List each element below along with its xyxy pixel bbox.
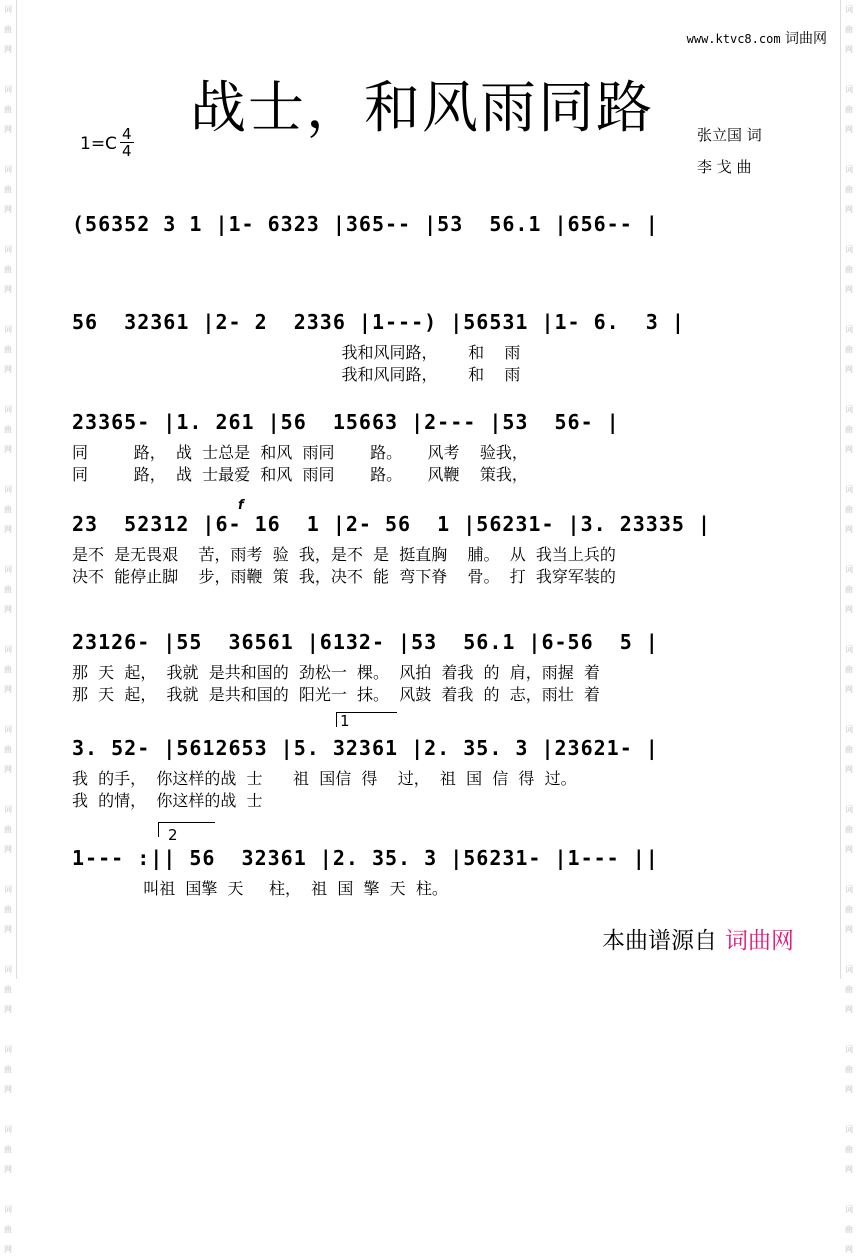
lyric-line: 那 天 起， 我就 是共和国的 劲松一 棵。 风拍 着我 的 肩，雨握 着 xyxy=(72,663,600,682)
volta-1-bracket xyxy=(336,712,397,727)
lyric-line: 那 天 起， 我就 是共和国的 阳光一 抹。 风鼓 着我 的 志，雨壮 着 xyxy=(72,685,600,704)
notation-line: 23126- |55 36561 |6132- |53 56.1 |6-56 5 | xyxy=(72,630,659,654)
footer xyxy=(602,922,794,955)
notation-line: 3. 52- |5612653 |5. 32361 |2. 35. 3 |23621- | xyxy=(72,736,659,760)
lyric-line: 我 的情， 你这样的战 士 xyxy=(72,791,263,810)
footer-text: 本曲谱源自 xyxy=(602,928,717,954)
notation-line: 1--- :|| 56 32361 |2. 35. 3 |56231- |1--- || xyxy=(72,846,659,870)
notation-line: 56 32361 |2- 2 2336 |1---) |56531 |1- 6. 3 | xyxy=(72,310,685,334)
volta-1: 1 xyxy=(340,712,350,730)
side-watermark-right: 词 曲 网 词 曲 网 词 曲 网 词 曲 网 词 曲 网 词 曲 网 词 曲 网 词 曲 网 词 曲 网 词 曲 网 词 曲 网 词 曲 网 词 曲 网 词 曲 网 词 曲 网 词 曲 网 xyxy=(840,0,857,979)
notation-line: 23365- |1. 261 |56 15663 |2--- |53 56- | xyxy=(72,410,620,434)
lyric-line: 我和风同路， 和 雨 xyxy=(72,343,521,362)
lyric-line: 我和风同路， 和 雨 xyxy=(72,365,521,384)
dynamic-mark: f xyxy=(238,498,244,513)
site-header[interactable] xyxy=(687,28,827,48)
notation-line: 23 52312 |6- 16 1 |2- 56 1 |56231- |3. 23335 | xyxy=(72,512,712,536)
footer-brand[interactable]: 词曲网 xyxy=(725,928,794,954)
time-signature: $\frac{4}{4}$ xyxy=(122,125,132,160)
lyricist-credit: 张立国 词 xyxy=(697,126,762,144)
site-name[interactable]: 词曲网 xyxy=(785,31,827,47)
side-watermark-left: 词 曲 网 词 曲 网 词 曲 网 词 曲 网 词 曲 网 词 曲 网 词 曲 网 词 曲 网 词 曲 网 词 曲 网 词 曲 网 词 曲 网 词 曲 网 词 曲 网 词 曲 网 词 曲 网 xyxy=(0,0,17,979)
lyric-line: 叫祖 国擎 天 柱， 祖 国 擎 天 柱。 xyxy=(72,879,448,898)
song-title: 战士，和风雨同路 xyxy=(190,76,654,141)
notation-line: (56352 3 1 |1- 6323 |365-- |53 56.1 |656-- | xyxy=(72,212,659,236)
lyric-line: 是不 是无畏艰 苦，雨考 验 我，是不 是 挺直胸 脯。 从 我当上兵的 xyxy=(72,545,616,564)
composer-credit: 李 戈 曲 xyxy=(697,158,752,176)
lyric-line: 同 路， 战 士最爱 和风 雨同 路。 风鞭 策我， xyxy=(72,465,528,484)
lyric-line: 决不 能停止脚 步，雨鞭 策 我，决不 能 弯下脊 骨。 打 我穿军装的 xyxy=(72,567,616,586)
lyric-line: 同 路， 战 士总是 和风 雨同 路。 风考 验我， xyxy=(72,443,528,462)
lyric-line: 我 的手， 你这样的战 士 祖 国信 得 过， 祖 国 信 得 过。 xyxy=(72,769,577,788)
site-url[interactable]: www.ktvc8.com xyxy=(686,32,781,46)
volta-2-bracket xyxy=(158,822,215,837)
volta-2: 2 xyxy=(168,826,178,844)
key-signature: 1=C xyxy=(80,134,117,154)
